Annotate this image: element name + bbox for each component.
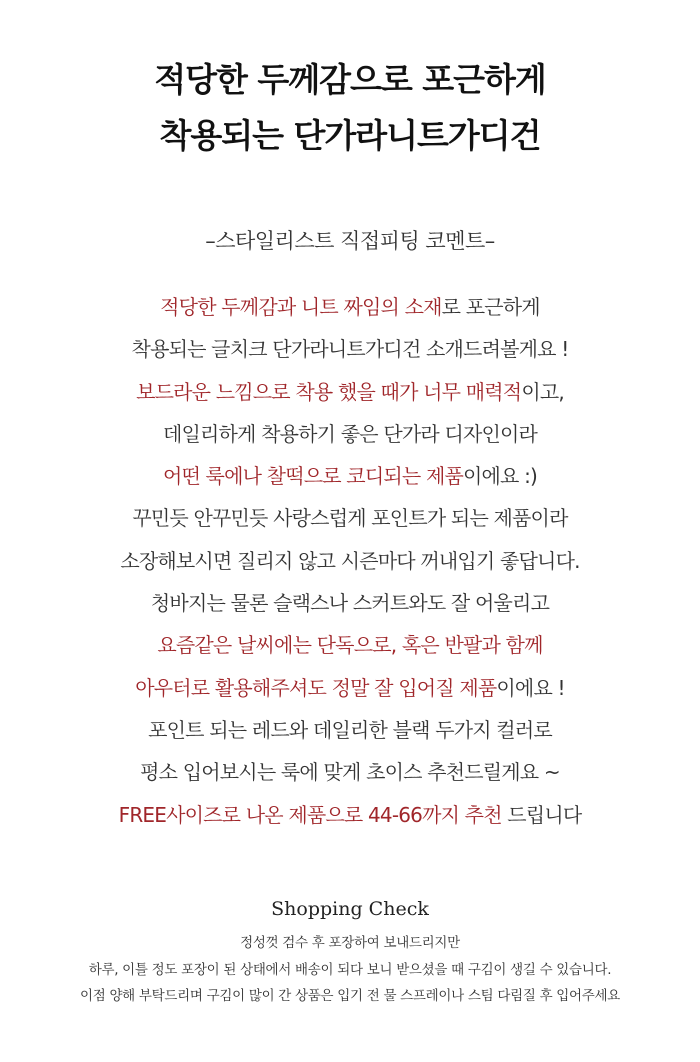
comment-line	[0, 455, 700, 497]
highlight-text: 요즘같은 날씨에는 단독으로, 혹은 반팔과 함께	[157, 633, 543, 658]
comment-line	[0, 624, 700, 666]
comment-text: 소장해보시면 질리지 않고 시즌마다 꺼내입기 좋답니다.	[120, 548, 580, 573]
notice-line: 이점 양해 부탁드리며 구김이 많이 간 상품은 입기 전 물 스프레이나 스팀 다림질 후 입어주세요	[79, 988, 621, 1004]
notice-line: 정성껏 검수 후 포장하여 보내드리지만	[240, 935, 460, 951]
comment-text: 평소 입어보시는 룩에 맞게 초이스 추천드릴게요 ~	[140, 760, 560, 785]
headline-line-1: 적당한 두께감으로 포근하게	[154, 60, 546, 99]
comment-text: 데일리하게 착용하기 좋은 단가라 디자인이라	[162, 421, 538, 446]
stylist-comment-heading: –스타일리스트 직접피팅 코멘트–	[205, 229, 495, 253]
notice-line: 하루, 이틀 정도 포장이 된 상태에서 배송이 되다 보니 받으셨을 때 구김이 생길 수 있습니다.	[88, 961, 612, 978]
comment-text: 꾸민듯 안꾸민듯 사랑스럽게 포인트가 되는 제품이라	[132, 506, 568, 531]
comment-text: 이에요 !	[496, 675, 565, 700]
comment-line	[0, 286, 700, 328]
comment-line	[0, 413, 700, 455]
comment-line	[0, 540, 700, 582]
comment-text: 로 포근하게	[441, 295, 540, 319]
comment-line	[0, 371, 700, 413]
comment-line	[0, 667, 700, 709]
highlight-text: FREE사이즈로 나온 제품으로 44-66까지 추천	[118, 802, 502, 827]
comment-line	[0, 751, 700, 793]
comment-text: 이고,	[521, 379, 564, 404]
highlight-text: 적당한 두께감과 니트 짜임의 소재	[160, 295, 442, 319]
comment-text: 포인트 되는 레드와 데일리한 블랙 두가지 컬러로	[148, 717, 552, 742]
comment-text: 착용되는 글치크 단가라니트가디건 소개드려볼게요 !	[131, 337, 569, 362]
comment-line	[0, 328, 700, 370]
highlight-text: 어떤 룩에나 찰떡으로 코디되는 제품	[162, 464, 463, 489]
comment-line	[0, 709, 700, 751]
comment-line	[0, 582, 700, 624]
highlight-text: 아우터로 활용해주셔도 정말 잘 입어질 제품	[135, 675, 497, 700]
headline	[0, 52, 700, 164]
shopping-check-notice	[0, 930, 700, 1010]
comment-line	[0, 794, 700, 836]
highlight-text: 보드라운 느낌으로 착용 했을 때가 너무 매력적	[136, 379, 522, 404]
comment-text: 드립니다	[501, 802, 582, 827]
stylist-comment-list	[0, 286, 700, 836]
comment-line	[0, 497, 700, 539]
headline-line-2: 착용되는 단가라니트가디건	[159, 116, 541, 155]
shopping-check-title: Shopping Check	[271, 898, 429, 920]
comment-text: 이에요 :)	[462, 464, 538, 489]
comment-text: 청바지는 물론 슬랙스나 스커트와도 잘 어울리고	[150, 591, 550, 616]
